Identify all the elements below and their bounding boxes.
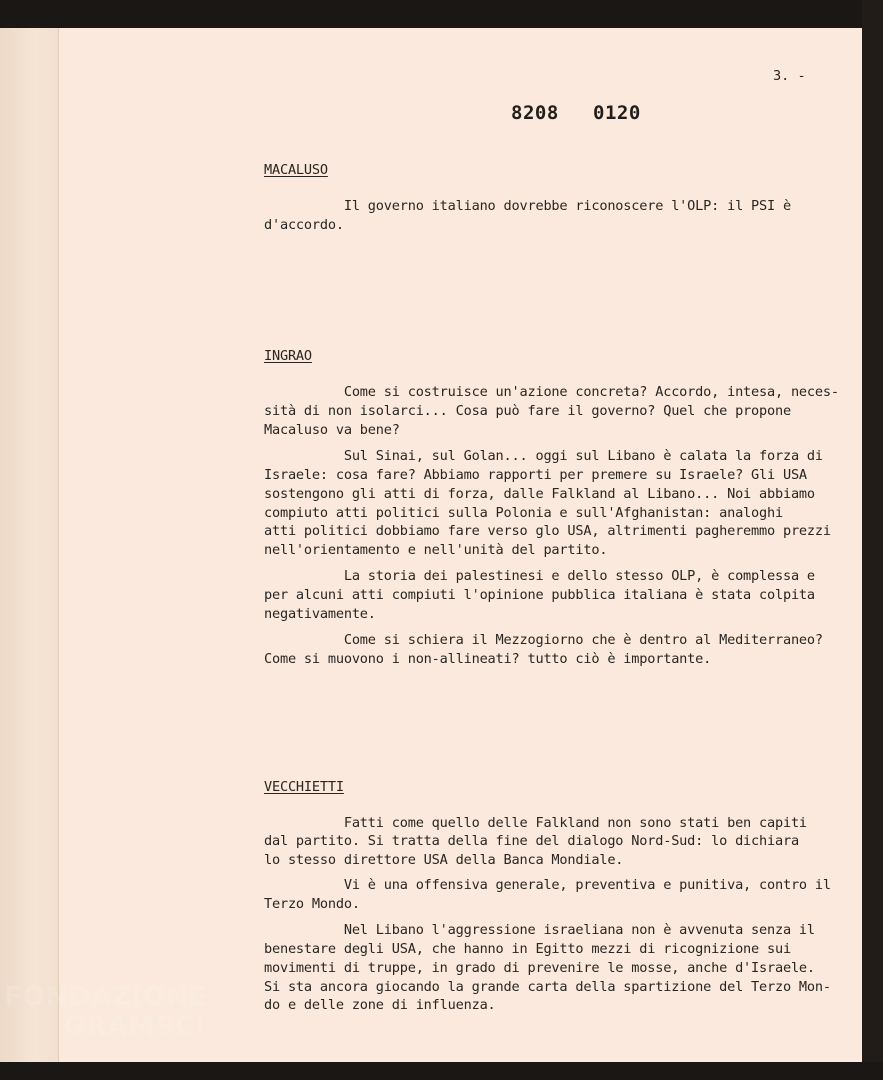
page-number: 3. -: [773, 68, 806, 84]
speaker-heading-macaluso: MACALUSO: [264, 162, 328, 178]
text-line: dal partito. Si tratta della fine del dialogo Nord-Sud: lo dichiara: [264, 833, 799, 849]
text-line: Vi è una offensiva generale, preventiva e punitiva, contro il: [264, 877, 831, 893]
text-line: movimenti di truppe, in grado di prevenire le mosse, anche d'Israele.: [264, 960, 815, 976]
text-line: lo stesso direttore USA della Banca Mondiale.: [264, 852, 624, 868]
text-line: d'accordo.: [264, 217, 344, 233]
fondazione-gramsci-watermark-logo: [4, 982, 207, 1042]
text-line: per alcuni atti compiuti l'opinione pubblica italiana è stata colpita: [264, 587, 815, 603]
scan-border-right: [862, 0, 883, 1080]
text-line: Sul Sinai, sul Golan... oggi sul Libano è calata la forza di: [264, 448, 823, 464]
text-line: sità di non isolarci... Cosa può fare il governo? Quel che propone: [264, 403, 791, 419]
text-line: nell'orientamento e nell'unità del partito.: [264, 542, 608, 558]
text-line: La storia dei palestinesi e dello stesso OLP, è complessa e: [264, 568, 815, 584]
watermark-line-1: FONDAZIONE: [4, 982, 208, 1012]
watermark-line-2: GRAMSCI: [64, 1012, 206, 1042]
text-line: Israele: cosa fare? Abbiamo rapporti per premere su Israele? Gli USA: [264, 467, 807, 483]
text-line: Come si muovono i non-allineati? tutto ciò è importante.: [264, 651, 712, 667]
text-line: sostengono gli atti di forza, dalle Falkland al Libano... Noi abbiamo: [264, 486, 815, 502]
text-line: Fatti come quello delle Falkland non sono stati ben capiti: [264, 815, 807, 831]
text-line: negativamente.: [264, 606, 376, 622]
text-line: atti politici dobbiamo fare verso glo USA, altrimenti pagheremmo prezzi: [264, 523, 831, 539]
text-line: Macaluso va bene?: [264, 422, 400, 438]
text-line: Si sta ancora giocando la grande carta della spartizione del Terzo Mon-: [264, 979, 831, 995]
text-line: Come si schiera il Mezzogiorno che è dentro al Mediterraneo?: [264, 632, 823, 648]
speaker-heading-vecchietti: VECCHIETTI: [264, 779, 344, 795]
text-line: compiuto atti politici sulla Polonia e sull'Afghanistan: analoghi: [264, 505, 783, 521]
previous-page-edge: [0, 28, 59, 1062]
speaker-heading-ingrao: INGRAO: [264, 348, 312, 364]
text-line: do e delle zone di influenza.: [264, 997, 496, 1013]
text-line: Nel Libano l'aggressione israeliana non è avvenuta senza il: [264, 922, 815, 938]
text-line: benestare degli USA, che hanno in Egitto mezzi di ricognizione sui: [264, 941, 791, 957]
text-line: Come si costruisce un'azione concreta? Accordo, intesa, neces-: [264, 384, 839, 400]
scan-border-bottom: [0, 1062, 883, 1080]
archive-stamp-right: 0120: [593, 102, 641, 124]
text-line: Terzo Mondo.: [264, 896, 360, 912]
archive-stamp-left: 8208: [511, 102, 559, 124]
text-line: Il governo italiano dovrebbe riconoscere l'OLP: il PSI è: [264, 198, 791, 214]
